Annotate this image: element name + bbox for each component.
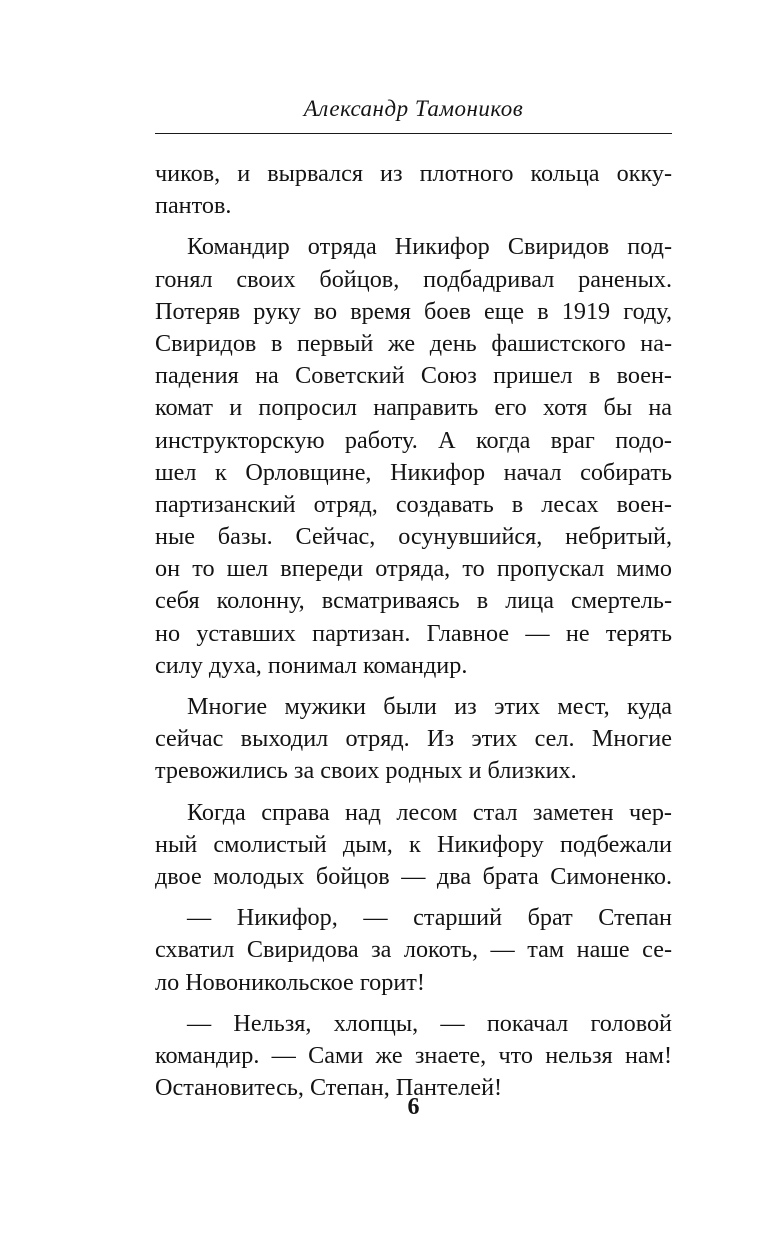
text-line: падения на Советский Союз пришел в воен- xyxy=(155,362,672,390)
text-line: — Нельзя, хлопцы, — покачал головой xyxy=(187,1009,672,1037)
text-line: Когда справа над лесом стал заметен чер- xyxy=(187,798,672,826)
text-line: тревожились за своих родных и близких. xyxy=(155,757,577,785)
text-line: комат и попросил направить его хотя бы на xyxy=(155,394,672,422)
text-line: двое молодых бойцов — два брата Симоненко. xyxy=(155,862,672,890)
paragraph xyxy=(155,902,672,999)
text-line: шел к Орловщине, Никифор начал собирать xyxy=(155,458,672,486)
page-number: 6 xyxy=(407,1094,420,1120)
paragraph xyxy=(155,158,672,222)
text-line: силу духа, понимал командир. xyxy=(155,651,468,679)
paragraph xyxy=(155,797,672,894)
running-head: Александр Тамоников xyxy=(303,96,524,121)
text-line: Потеряв руку во время боев еще в 1919 году, xyxy=(155,297,672,325)
body-text xyxy=(155,158,672,1104)
text-line: схватил Свиридова за локоть, — там наше се- xyxy=(155,936,672,964)
text-line: себя колонну, всматриваясь в лица смертель- xyxy=(155,587,672,615)
text-line: командир. — Сами же знаете, что нельзя нам! xyxy=(155,1041,672,1069)
text-line: партизанский отряд, создавать в лесах воен- xyxy=(155,490,672,518)
text-line: Командир отряда Никифор Свиридов под- xyxy=(187,233,672,261)
text-line: пантов. xyxy=(155,192,232,220)
text-line: Свиридов в первый же день фашистского на- xyxy=(155,329,672,357)
paragraph xyxy=(155,1008,672,1105)
paragraph xyxy=(155,691,672,788)
text-line: сейчас выходил отряд. Из этих сел. Многие xyxy=(155,725,672,753)
text-line: — Никифор, — старший брат Степан xyxy=(187,904,672,932)
text-line: но уставших партизан. Главное — не терять xyxy=(155,619,672,647)
text-line: ло Новоникольское горит! xyxy=(155,968,425,996)
text-line: гонял своих бойцов, подбадривал раненых. xyxy=(155,265,672,293)
text-line: он то шел впереди отряда, то пропускал мимо xyxy=(155,555,672,583)
paragraph xyxy=(155,231,672,682)
header-rule xyxy=(155,133,672,134)
text-line: чиков, и вырвался из плотного кольца окку- xyxy=(155,160,672,187)
text-line: ные базы. Сейчас, осунувшийся, небритый, xyxy=(155,523,672,551)
text-line: Остановитесь, Степан, Пантелей! xyxy=(155,1074,503,1102)
text-line: Многие мужики были из этих мест, куда xyxy=(187,693,672,720)
text-line: инструкторскую работу. А когда враг подо- xyxy=(155,426,672,454)
text-line: ный смолистый дым, к Никифору подбежали xyxy=(155,830,672,858)
